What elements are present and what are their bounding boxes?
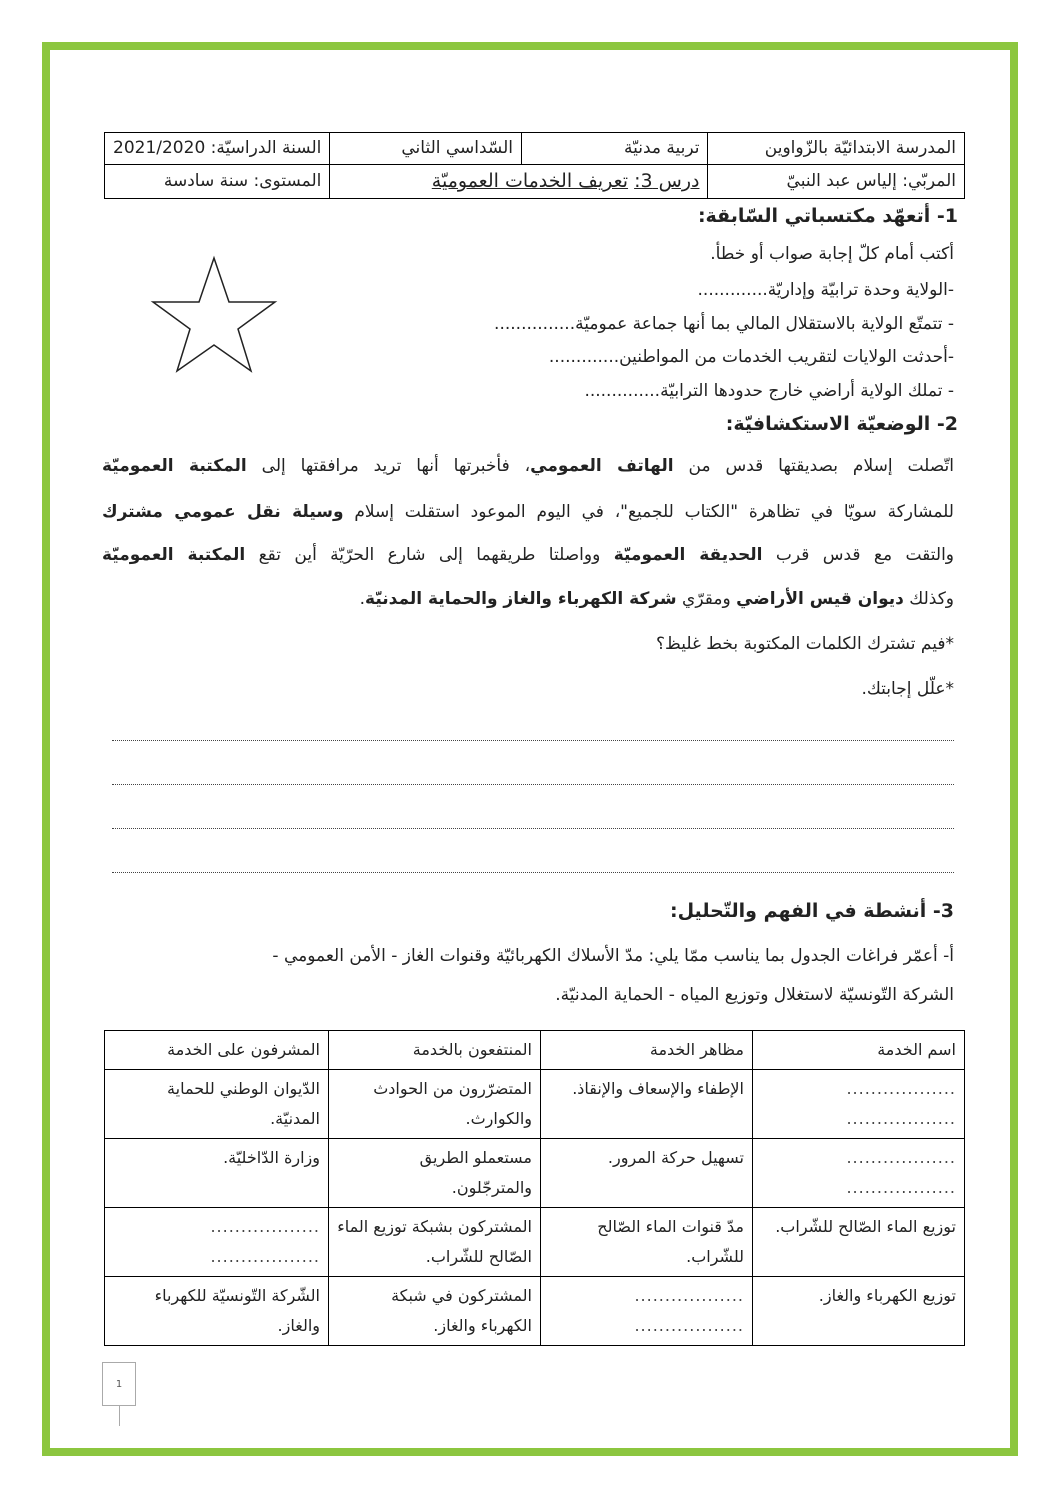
section1-title: 1- أتعهّد مكتسباتي السّابقة: <box>697 205 958 227</box>
answer-line-4[interactable] <box>112 872 954 873</box>
table-cell: المشتركون في شبكة الكهرباء والغاز. <box>329 1277 541 1346</box>
section2-title: 2- الوضعيّة الاستكشافيّة: <box>725 413 958 435</box>
col-header-beneficiaries: المنتفعون بالخدمة <box>329 1031 541 1070</box>
lesson-title <box>330 164 708 198</box>
section1-item-4: - تملك الولاية أراضي خارج حدودها الترابيّة.............. <box>584 381 954 401</box>
table-cell-blank[interactable]: .................. .................. <box>753 1139 965 1208</box>
level: المستوى: سنة سادسة <box>105 164 330 198</box>
table-cell: توزيع الكهرباء والغاز. <box>753 1277 965 1346</box>
section3-instruction-2: الشركة التّونسيّة لاستغلال وتوزيع المياه - الحماية المدنيّة. <box>555 985 954 1005</box>
header-table <box>104 132 965 199</box>
table-cell: الدّيوان الوطني للحماية المدنيّة. <box>105 1070 329 1139</box>
situation-line-2: للمشاركة سويّا في تظاهرة "الكتاب للجميع"، في اليوم الموعود استقلت إسلام وسيلة نقل عمومي مشترك <box>102 502 954 522</box>
table-cell: المشتركون بشبكة توزيع الماء الصّالح للشّراب. <box>329 1208 541 1277</box>
table-cell-blank[interactable]: .................. .................. <box>105 1208 329 1277</box>
subject: تربية مدنيّة <box>522 133 708 165</box>
page-number: 1 <box>102 1362 136 1406</box>
section3-title: 3- أنشطة في الفهم والتّحليل: <box>670 900 954 922</box>
lesson-number: درس 3: <box>634 170 700 193</box>
section1-item-3: -أحدثت الولايات لتقريب الخدمات من المواطنين............. <box>548 347 954 367</box>
table-cell: الإطفاء والإسعاف والإنقاذ. <box>541 1070 753 1139</box>
table-cell-blank[interactable]: .................. .................. <box>753 1070 965 1139</box>
situation-line-1: اتّصلت إسلام بصديقتها قدس من الهاتف العمومي، فأخبرتها أنها تريد مرافقتها إلى المكتبة العموميّة <box>102 456 954 476</box>
answer-line-1[interactable] <box>112 740 954 741</box>
situation-line-4: وكذلك ديوان قيس الأراضي ومقرّي شركة الكهرباء والغاز والحماية المدنيّة. <box>359 589 954 609</box>
section3-instruction-1: أ- أعمّر فراغات الجدول بما يناسب ممّا يلي: مدّ الأسلاك الكهربائيّة وقنوات الغاز - الأمن العمومي - <box>272 946 954 966</box>
star-shape <box>150 255 278 373</box>
teacher-name: المربّي: إلياس عبد النبيّ <box>708 164 965 198</box>
semester: السّداسي الثاني <box>330 133 522 165</box>
section1-item-1: -الولاية وحدة ترابيّة وإداريّة............. <box>697 280 954 300</box>
table-row <box>105 1070 965 1139</box>
answer-line-3[interactable] <box>112 828 954 829</box>
school-year: السنة الدراسيّة: 2021/2020 <box>105 133 330 165</box>
table-cell: توزيع الماء الصّالح للشّراب. <box>753 1208 965 1277</box>
table-cell: المتضرّرون من الحوادث والكوارث. <box>329 1070 541 1139</box>
table-cell: مدّ قنوات الماء الصّالح للشّراب. <box>541 1208 753 1277</box>
table-row <box>105 1139 965 1208</box>
table-row <box>105 1277 965 1346</box>
table-row <box>105 1208 965 1277</box>
situation-line-3: والتقت مع قدس قرب الحديقة العموميّة وواصلتا طريقهما إلى شارع الحرّيّة أين تقع المكتبة العموميّة <box>102 545 955 565</box>
table-cell: مستعملو الطريق والمترجّلون. <box>329 1139 541 1208</box>
lesson-name: تعريف الخدمات العموميّة <box>431 170 629 193</box>
school-name: المدرسة الابتدائيّة بالزّواوين <box>708 133 965 165</box>
col-header-service-aspects: مظاهر الخدمة <box>541 1031 753 1070</box>
answer-line-2[interactable] <box>112 784 954 785</box>
page-number-tick <box>119 1406 120 1426</box>
question-2: *علّل إجابتك. <box>861 679 954 699</box>
col-header-service-name: اسم الخدمة <box>753 1031 965 1070</box>
services-table <box>104 1030 965 1346</box>
table-cell-blank[interactable]: .................. .................. <box>541 1277 753 1346</box>
table-cell: تسهيل حركة المرور. <box>541 1139 753 1208</box>
question-1: *فيم تشترك الكلمات المكتوبة بخط غليظ؟ <box>656 634 954 654</box>
table-cell: وزارة الدّاخليّة. <box>105 1139 329 1208</box>
section1-item-2: - تتمتّع الولاية بالاستقلال المالي بما أنها جماعة عموميّة............... <box>494 314 954 334</box>
col-header-supervisors: المشرفون على الخدمة <box>105 1031 329 1070</box>
section1-instruction: أكتب أمام كلّ إجابة صواب أو خطأ. <box>710 244 954 264</box>
table-cell: الشّركة التّونسيّة للكهرباء والغاز. <box>105 1277 329 1346</box>
